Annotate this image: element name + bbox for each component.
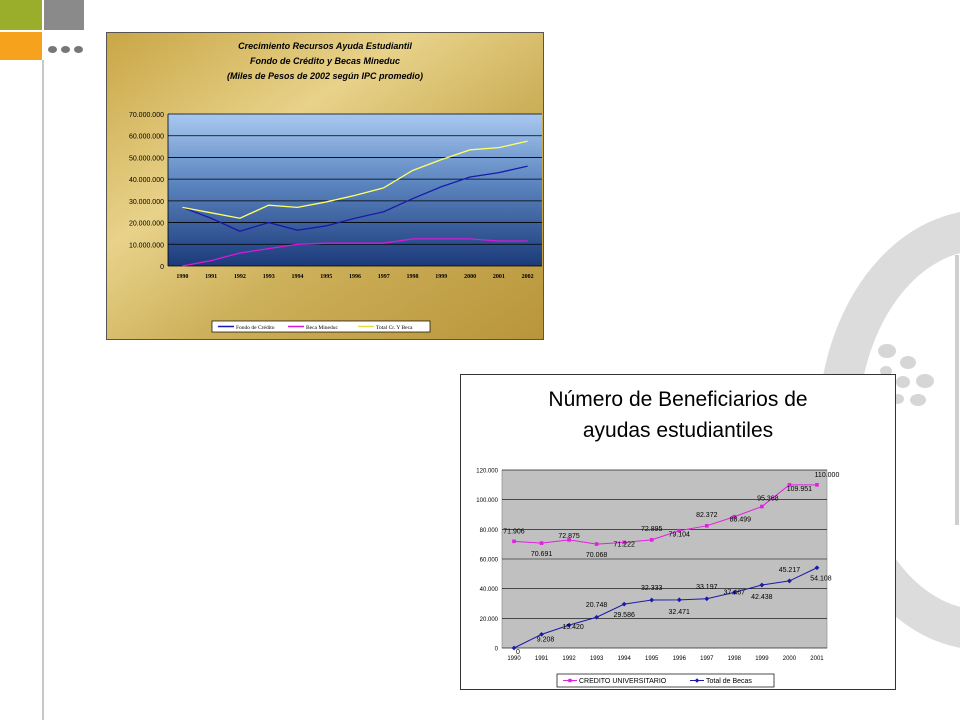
chart1-x-tick-label: 1993 — [262, 274, 275, 280]
chart1-legend-label: Beca Mineduc — [306, 325, 338, 331]
corner-orange-block — [0, 32, 42, 60]
chart1-x-tick-label: 1992 — [233, 274, 246, 280]
chart2-data-label: 70.068 — [585, 552, 608, 560]
chart2-x-tick-label: 1996 — [672, 656, 686, 662]
chart1-legend-label: Total Cr. Y Beca — [376, 325, 413, 331]
chart1-x-tick-label: 1996 — [349, 274, 361, 280]
chart2-y-tick-label: 60.000 — [479, 557, 498, 564]
chart2-x-tick-label: 1992 — [562, 656, 576, 662]
chart1-y-tick-label: 30.000.000 — [128, 198, 164, 206]
chart2-point — [815, 483, 819, 487]
dot-icon — [910, 394, 926, 406]
chart1-y-tick-label: 60.000.000 — [128, 133, 164, 141]
dot-icon — [878, 344, 896, 358]
chart1-subtitle2: (Miles de Pesos de 2002 según IPC promedio) — [226, 71, 424, 81]
chart1-x-tick-label: 2001 — [492, 274, 505, 280]
chart2-point — [705, 524, 709, 528]
beneficiaries-chart — [460, 374, 896, 690]
chart2-y-tick-label: 0 — [494, 646, 498, 653]
dot-icon — [74, 46, 83, 53]
chart1-y-tick-label: 0 — [160, 264, 164, 271]
chart1-x-tick-label: 2002 — [521, 274, 534, 280]
chart2-data-label: 110.000 — [814, 471, 840, 479]
chart2-data-label: 9.208 — [536, 636, 555, 644]
chart1-x-tick-label: 1991 — [205, 274, 218, 280]
chart2-data-label: 70.691 — [530, 551, 553, 559]
chart2-data-label: 42.438 — [751, 594, 773, 602]
dot-icon — [48, 46, 57, 53]
chart1-x-tick-label: 1999 — [435, 274, 448, 280]
chart1-x-tick-label: 1998 — [406, 274, 419, 280]
chart2-data-label: 95.368 — [757, 495, 779, 503]
chart1-x-tick-label: 1995 — [320, 274, 333, 280]
chart1-x-tick-label: 2000 — [464, 274, 477, 280]
chart2-y-tick-label: 100.000 — [476, 498, 498, 505]
chart2-data-label: 72.875 — [558, 532, 580, 540]
chart2-data-label: 82.372 — [696, 511, 718, 519]
chart2-data-label: 0 — [516, 649, 520, 656]
dot-icon — [896, 376, 910, 388]
chart2-x-tick-label: 2001 — [810, 656, 824, 662]
dot-icon — [916, 374, 934, 388]
chart2-y-tick-label: 20.000 — [479, 616, 498, 623]
chart2-x-tick-label: 2000 — [782, 656, 797, 662]
chart2-data-label: 54.108 — [810, 575, 832, 583]
chart2-point — [650, 538, 654, 542]
chart2-data-label: 33.197 — [696, 583, 718, 591]
chart2-y-tick-label: 120.000 — [476, 468, 498, 475]
chart2-data-label: 15.420 — [562, 624, 584, 632]
chart2-y-tick-label: 40.000 — [479, 587, 498, 594]
chart2-title-line2: ayudas estudiantiles — [582, 419, 774, 442]
chart2-data-label: 88.499 — [729, 516, 752, 524]
chart2-x-tick-label: 1993 — [589, 656, 604, 662]
dot-icon — [61, 46, 70, 53]
chart2-data-label: 37.467 — [723, 589, 746, 597]
chart1-title: Crecimiento Recursos Ayuda Estudiantil — [238, 41, 412, 51]
chart2-point — [760, 505, 764, 509]
chart2-data-label: 29.586 — [613, 612, 635, 620]
chart2-data-label: 20.748 — [585, 602, 608, 610]
chart1-x-tick-label: 1997 — [377, 274, 390, 280]
corner-gray-block — [44, 0, 84, 30]
chart2-x-tick-label: 1994 — [617, 656, 631, 662]
chart2-y-tick-label: 80.000 — [479, 527, 498, 534]
chart1-x-tick-label: 1990 — [176, 274, 189, 280]
chart2-x-tick-label: 1999 — [755, 656, 769, 662]
chart1-y-tick-label: 50.000.000 — [128, 155, 164, 163]
chart2-point — [540, 541, 544, 545]
chart2-x-tick-label: 1991 — [534, 656, 549, 662]
chart2-data-label: 32.333 — [641, 585, 663, 593]
chart1-y-tick-label: 40.000.000 — [128, 177, 164, 185]
chart1-y-tick-label: 70.000.000 — [128, 112, 164, 119]
chart1-y-tick-label: 10.000.000 — [128, 242, 164, 250]
chart2-title-line1: Número de Beneficiarios de — [548, 388, 808, 411]
chart1-subtitle: Fondo de Crédito y Becas Mineduc — [249, 56, 401, 66]
chart2-data-label: 32.471 — [668, 608, 690, 616]
chart2-point — [512, 540, 516, 544]
chart2-x-tick-label: 1998 — [727, 656, 742, 662]
corner-green-block — [0, 0, 42, 30]
chart2-data-label: 71.222 — [613, 541, 635, 549]
right-edge-line — [955, 255, 959, 525]
resources-growth-chart — [106, 32, 544, 340]
chart2-point — [595, 542, 599, 546]
chart2-legend-label: Total de Becas — [706, 678, 752, 685]
header-dots — [48, 40, 87, 58]
chart2-x-tick-label: 1997 — [700, 656, 714, 662]
chart2-x-tick-label: 1990 — [507, 656, 521, 662]
chart2-data-label: 79.104 — [668, 531, 690, 539]
chart2-data-label: 109.951 — [786, 485, 813, 493]
chart1-x-tick-label: 1994 — [291, 274, 304, 280]
chart2-data-label: 72.895 — [641, 525, 663, 533]
chart2-x-tick-label: 1995 — [645, 656, 659, 662]
chart1-legend-label: Fondo de Crédito — [236, 325, 275, 331]
chart2-legend-marker — [568, 679, 571, 682]
chart2-legend-label: CREDITO UNIVERSITARIO — [579, 678, 667, 685]
left-divider-line — [42, 60, 44, 720]
chart2-data-label: 45.217 — [778, 566, 801, 574]
dot-icon — [900, 356, 916, 369]
chart1-y-tick-label: 20.000.000 — [128, 220, 164, 228]
chart2-data-label: 71.906 — [503, 528, 525, 536]
